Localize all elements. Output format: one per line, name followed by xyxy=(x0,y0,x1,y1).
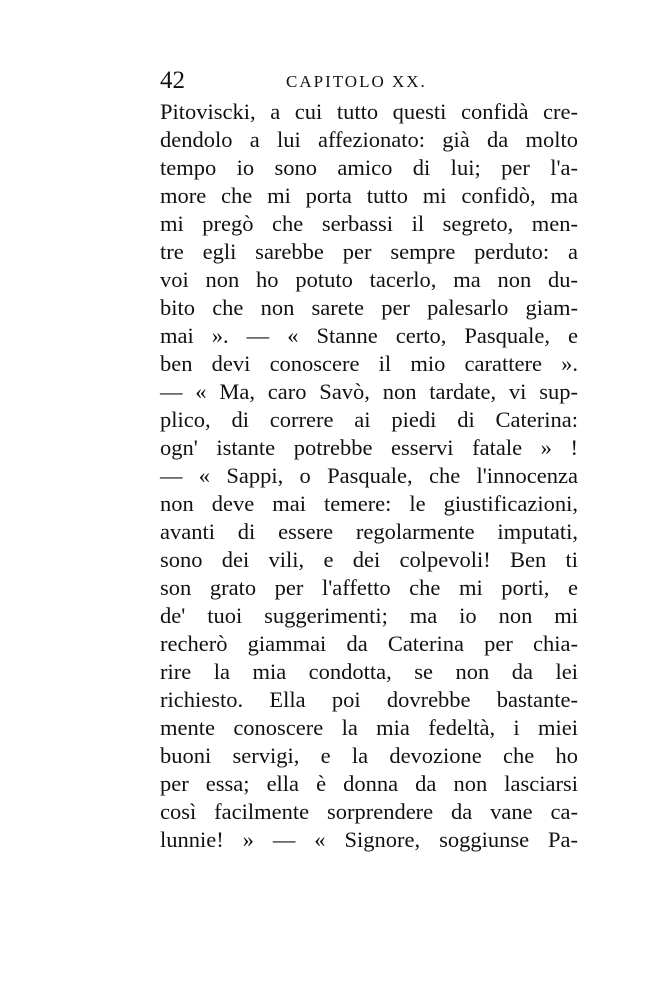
text-line: avanti di essere regolarmente imputati, xyxy=(160,519,578,544)
text-line: sono dei vili, e dei colpevoli! Ben ti xyxy=(160,547,578,572)
text-line: dendolo a lui affezionato: già da molto xyxy=(160,127,578,152)
text-line: mente conoscere la mia fedeltà, i miei xyxy=(160,715,578,740)
text-line: rire la mia condotta, se non da lei xyxy=(160,659,578,684)
text-line: non deve mai temere: le giustificazioni, xyxy=(160,491,578,516)
text-line: Pitoviscki, a cui tutto questi confidà cre- xyxy=(160,99,578,124)
page-header xyxy=(160,66,580,96)
page-number: 42 xyxy=(160,67,185,94)
text-line: de' tuoi suggerimenti; ma io non mi xyxy=(160,603,578,628)
text-line: recherò giammai da Caterina per chia- xyxy=(160,631,578,656)
text-line: bito che non sarete per palesarlo giam- xyxy=(160,295,578,320)
text-line: mi pregò che serbassi il segreto, men- xyxy=(160,211,578,236)
running-head: CAPITOLO XX. xyxy=(286,72,427,91)
text-line: — « Sappi, o Pasquale, che l'innocenza xyxy=(160,463,578,488)
body-text xyxy=(160,98,578,854)
text-line: ben devi conoscere il mio carattere ». xyxy=(160,351,578,376)
text-line: — « Ma, caro Savò, non tardate, vi sup- xyxy=(160,379,578,404)
text-line: tre egli sarebbe per sempre perduto: a xyxy=(160,239,578,264)
text-line: ogn' istante potrebbe esservi fatale » ! xyxy=(160,435,578,460)
text-line: mai ». — « Stanne certo, Pasquale, e xyxy=(160,323,578,348)
text-line: buoni servigi, e la devozione che ho xyxy=(160,743,578,768)
text-line: lunnie! » — « Signore, soggiunse Pa- xyxy=(160,827,578,852)
text-line: richiesto. Ella poi dovrebbe bastante- xyxy=(160,687,578,712)
text-line: more che mi porta tutto mi confidò, ma xyxy=(160,183,578,208)
text-line: son grato per l'affetto che mi porti, e xyxy=(160,575,578,600)
text-line: voi non ho potuto tacerlo, ma non du- xyxy=(160,267,578,292)
text-line: plico, di correre ai piedi di Caterina: xyxy=(160,407,578,432)
text-line: per essa; ella è donna da non lasciarsi xyxy=(160,771,578,796)
text-line: così facilmente sorprendere da vane ca- xyxy=(160,799,578,824)
text-line: tempo io sono amico di lui; per l'a- xyxy=(160,155,578,180)
